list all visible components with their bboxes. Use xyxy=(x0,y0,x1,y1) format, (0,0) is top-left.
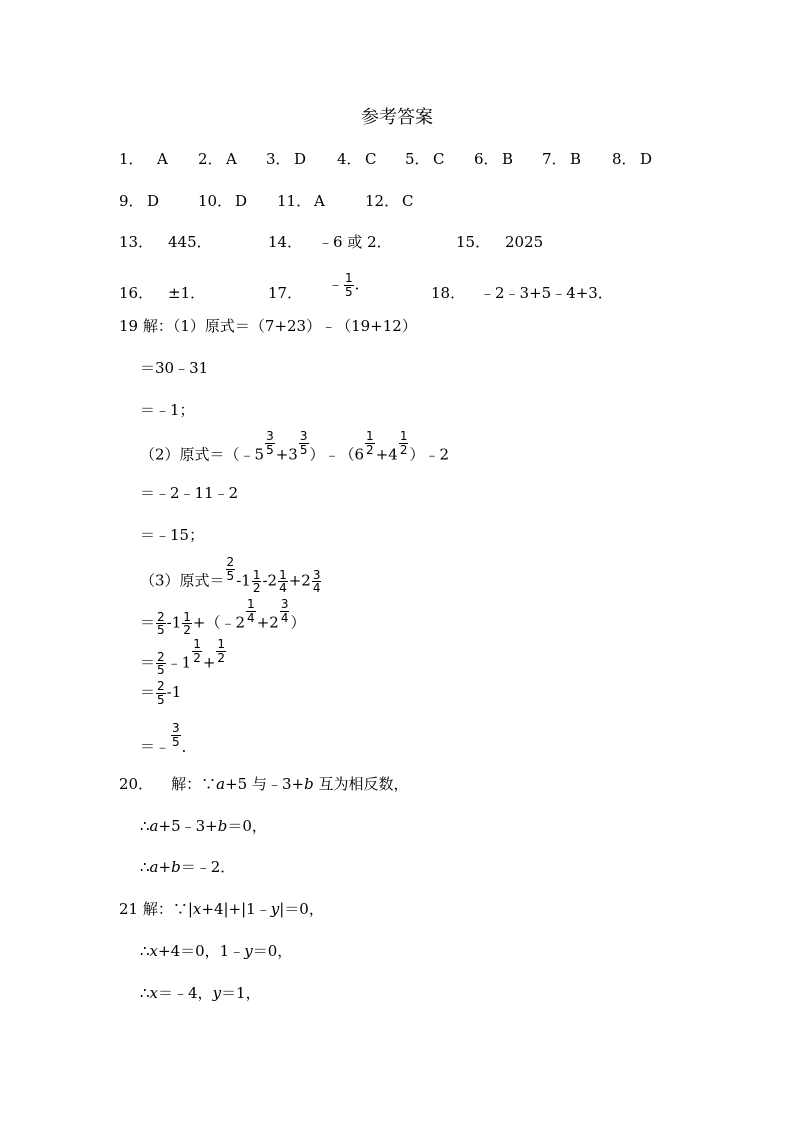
answer-value: ﹣6 或 2． xyxy=(318,233,392,251)
solution-line: ∴a+5﹣3+b＝0， xyxy=(140,817,267,835)
answer-choice: B xyxy=(570,150,582,168)
answer-value: ﹣2﹣3+5﹣4+3． xyxy=(480,284,613,302)
fraction: $\frac{2}{5}$ xyxy=(226,555,235,583)
answer-number: 4． xyxy=(337,150,362,168)
question-number: 20． xyxy=(119,775,154,793)
answer-choice: D xyxy=(235,192,248,210)
fraction: $\frac{2}{5}$ xyxy=(157,679,165,707)
fraction: $\frac{3}{5}$ xyxy=(266,429,274,457)
answer-choice: A xyxy=(226,150,237,168)
fraction: $\frac{3}{5}$ xyxy=(172,721,180,749)
answer-choice: A xyxy=(314,192,325,210)
solution-line: ＝﹣15； xyxy=(140,526,205,544)
answer-choice: D xyxy=(640,150,653,168)
answer-choice: B xyxy=(502,150,514,168)
solution-line: ＝﹣2﹣11﹣2 xyxy=(140,484,239,502)
answer-value: ﹣ $\frac{1}{5}$ ． xyxy=(328,271,370,299)
solution-line: ＝﹣ $\frac{3}{5}$ ． xyxy=(140,721,197,756)
answer-number: 3． xyxy=(266,150,291,168)
solution-line: ＝30﹣31 xyxy=(140,359,209,377)
solution-line: 20． 解：∵a+5 与﹣3+b 互为相反数， xyxy=(119,775,409,793)
answer-number: 5． xyxy=(405,150,430,168)
answer-number: 9． xyxy=(119,192,144,210)
solution-line: （3）原式＝ $\frac{2}{5}$ -1 $\frac{1}{2}$ -2 $\frac{1}{4}$ +2 $\frac{3}{4}$ xyxy=(140,555,321,596)
answer-number: 15． xyxy=(456,233,491,251)
fraction: $\frac{1}{2}$ xyxy=(399,429,408,457)
fraction: $\frac{1}{2}$ xyxy=(183,609,191,638)
answer-value: ±1． xyxy=(168,284,206,302)
answer-value: 445． xyxy=(168,233,212,251)
answer-number: 8． xyxy=(612,150,637,168)
answer-choice: C xyxy=(433,150,445,168)
answer-number: 7． xyxy=(542,150,567,168)
answer-choice: D xyxy=(147,192,160,210)
answer-number: 1． xyxy=(119,150,144,168)
fraction: $\frac{1}{4}$ xyxy=(247,597,255,625)
answer-choice: C xyxy=(365,150,377,168)
solution-line: 19 解：（1）原式＝（7+23）﹣（19+12） xyxy=(119,317,417,335)
fraction: $\frac{1}{2}$ xyxy=(252,567,261,596)
answer-number: 2． xyxy=(198,150,223,168)
solution-line: ∴a+b＝﹣2． xyxy=(140,858,236,876)
answer-number: 17． xyxy=(268,284,303,302)
solution-line: ∴x＝﹣4，y＝1， xyxy=(140,984,261,1002)
page-title: 参考答案 xyxy=(361,107,433,128)
answer-number: 18． xyxy=(431,284,466,302)
fraction: $\frac{1}{2}$ xyxy=(193,637,201,665)
solution-line: ＝ $\frac{2}{5}$ ﹣1 $\frac{1}{2}$ + $\frac{1}{2}$ xyxy=(140,637,226,678)
answer-number: 10． xyxy=(198,192,233,210)
solution-line: ＝﹣1； xyxy=(140,401,195,419)
answer-number: 11． xyxy=(277,192,312,210)
answer-choice: A xyxy=(157,150,168,168)
answer-number: 16． xyxy=(119,284,154,302)
fraction: $\frac{2}{5}$ xyxy=(157,649,165,678)
fraction: $\frac{1}{2}$ xyxy=(217,637,226,665)
answer-number: 6． xyxy=(474,150,499,168)
answer-choice: C xyxy=(402,192,414,210)
answer-number: 12． xyxy=(365,192,400,210)
answer-number: 13． xyxy=(119,233,154,251)
solution-line: ＝ $\frac{2}{5}$ -1 $\frac{1}{2}$ +（﹣2 $\frac{1}{4}$ +2 $\frac{3}{4}$ ） xyxy=(140,597,306,638)
fraction: $\frac{3}{4}$ xyxy=(280,597,289,625)
answer-choice: D xyxy=(294,150,307,168)
fraction: $\frac{3}{5}$ xyxy=(299,429,308,457)
fraction: $\frac{1}{5}$ xyxy=(345,271,353,299)
fraction: $\frac{1}{2}$ xyxy=(366,429,374,457)
fraction: $\frac{2}{5}$ xyxy=(157,609,165,638)
minus-sign: ﹣ xyxy=(328,275,344,294)
answer-number: 14． xyxy=(268,233,303,251)
solution-line: ∴x+4＝0，1﹣y＝0， xyxy=(140,942,293,960)
solution-line: 21 解：∵|x+4|+|1﹣y|＝0， xyxy=(119,900,324,918)
solution-line: ＝ $\frac{2}{5}$ -1 xyxy=(140,679,182,707)
fraction: $\frac{1}{4}$ xyxy=(279,567,287,596)
answer-value: 2025 xyxy=(505,233,544,251)
solution-line: （2）原式＝（﹣5 $\frac{3}{5}$ +3 $\frac{3}{5}$ ）﹣（6 $\frac{1}{2}$ +4 $\frac{1}{2}$ ）﹣2 xyxy=(140,429,449,464)
fraction: $\frac{3}{4}$ xyxy=(312,567,321,596)
